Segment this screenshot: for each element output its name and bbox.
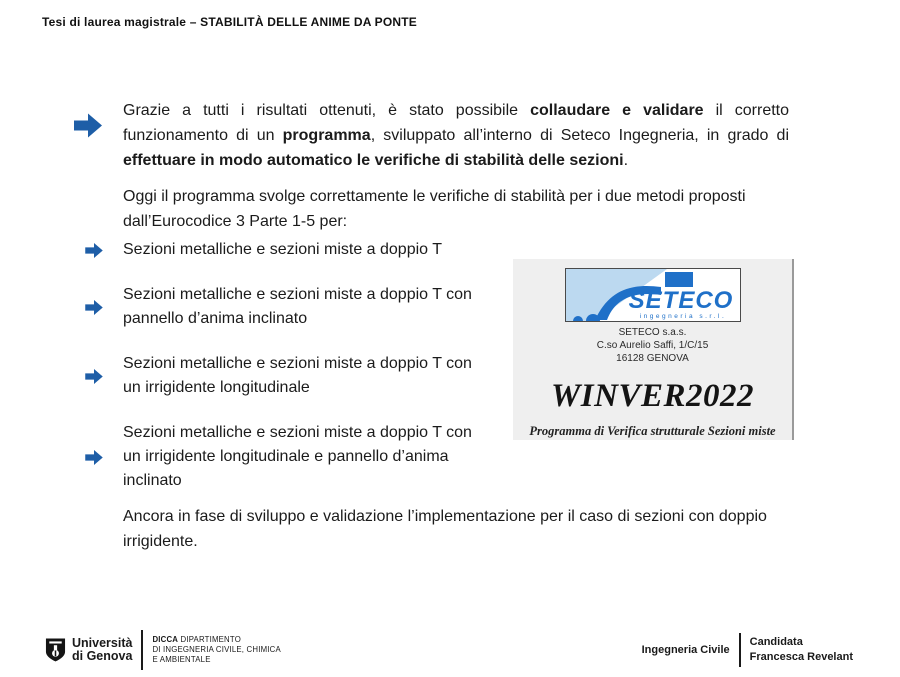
university-name-line: Università — [72, 635, 133, 650]
arrow-right-icon — [85, 450, 103, 465]
arrow-right-icon — [85, 369, 103, 384]
list-item — [85, 283, 488, 331]
list-item — [85, 421, 488, 493]
department-acronym: DICCA — [152, 635, 179, 644]
footer-divider — [141, 630, 143, 670]
seteco-panel — [513, 259, 794, 440]
footer-divider — [739, 633, 741, 667]
product-tagline: Programma di Verifica strutturale Sezioni miste — [529, 424, 776, 438]
seteco-address: C.so Aurelio Saffi, 1/C/15 — [596, 340, 709, 351]
seteco-logo — [565, 268, 741, 322]
page-title: Tesi di laurea magistrale – STABILITÀ DELLE ANIME DA PONTE — [42, 15, 417, 29]
candidate-name: Francesca Revelant — [749, 651, 853, 663]
intro-paragraph — [123, 98, 789, 173]
intro-text: . — [623, 152, 629, 169]
department-line: DI INGEGNERIA CIVILE, CHIMICA — [152, 645, 281, 654]
arrow-right-icon — [85, 243, 103, 258]
bullet-item-label: Sezioni metalliche e sezioni miste a doppio T — [123, 241, 442, 258]
bullet-item-label: Sezioni metalliche e sezioni miste a doppio T con un irrigidente longitudinale — [123, 355, 472, 396]
footer-candidate-block — [642, 633, 853, 667]
unige-emblem-icon — [45, 637, 66, 663]
candidate-info — [750, 635, 853, 665]
course-name: Ingegneria Civile — [641, 644, 730, 656]
arrow-right-icon — [74, 113, 102, 138]
bullet-item-label: Sezioni metalliche e sezioni miste a doppio T con pannello d’anima inclinato — [123, 286, 472, 327]
list-item — [85, 238, 488, 262]
university-name-line: di Genova — [72, 649, 133, 663]
bullet-list — [85, 238, 488, 493]
seteco-wordmark: SETECO — [628, 287, 733, 314]
intro-bold-collaudare: collaudare e validare — [530, 102, 704, 119]
closing-paragraph: Ancora in fase di sviluppo e validazione l’implementazione per il caso di sezioni con doppio irrigidente. — [123, 508, 767, 550]
department-name — [152, 635, 280, 665]
arrow-right-icon — [85, 300, 103, 315]
product-name: WINVER2022 — [550, 378, 755, 414]
intro-text: Grazie a tutti i risultati ottenuti, è stato possibile — [123, 102, 531, 119]
intro-text: , sviluppato all’interno di Seteco Ingegneria, in grado di — [370, 127, 789, 144]
seteco-city: 16128 GENOVA — [616, 353, 689, 364]
list-item — [85, 352, 488, 400]
bullet-item-label: Sezioni metalliche e sezioni miste a doppio T con un irrigidente longitudinale e pannello d’anima inclinato — [123, 424, 472, 489]
intro-bold-verifiche: effettuare in modo automatico le verifiche di stabilità delle sezioni — [123, 152, 624, 169]
department-line: E AMBIENTALE — [152, 655, 211, 664]
intro-bold-programma: programma — [282, 127, 371, 144]
seteco-subtitle: ingegneria s.r.l. — [639, 313, 726, 320]
footer-university-block — [45, 630, 281, 670]
university-name — [72, 637, 132, 664]
methods-intro-paragraph: Oggi il programma svolge correttamente le verifiche di stabilità per i due metodi proposti dall’Eurocodice 3 Parte 1-5 per: — [123, 188, 746, 230]
candidate-label: Candidata — [749, 636, 803, 648]
department-line — [152, 635, 280, 645]
department-text: DIPARTIMENTO — [178, 635, 241, 644]
intro-text: il corretto funzionamento di un — [123, 102, 790, 144]
seteco-company-name: SETECO s.a.s. — [618, 327, 687, 338]
